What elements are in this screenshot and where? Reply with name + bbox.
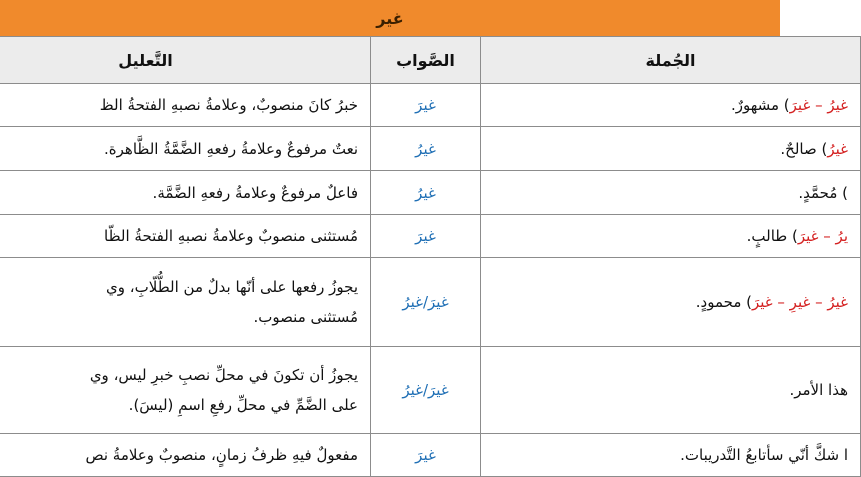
sentence-cell <box>481 258 861 347</box>
reason-cell <box>0 84 371 127</box>
table-row <box>0 215 861 258</box>
sentence-cell <box>481 171 861 215</box>
page-title: غير <box>0 0 780 36</box>
sentence-text: ) مشهورٌ. <box>730 96 790 114</box>
reason-cell <box>0 127 371 171</box>
sentence-cell <box>481 127 861 171</box>
table-row <box>0 127 861 171</box>
reason-cell <box>0 347 371 434</box>
reason-cell <box>0 258 371 347</box>
reason-line: فاعلٌ مرفوعٌ وعلامةُ رفعهِ الضَّمَّة. <box>152 183 358 202</box>
answer-cell: غيرَ <box>371 434 481 477</box>
sentence-text: ) مُحمَّدٍ. <box>798 183 848 202</box>
answer-cell: غيرَ <box>371 84 481 127</box>
header-reason: التَّعليل <box>0 37 371 84</box>
sentence-text: ا شكَّ أنّي سأتابعُ التَّدريبات. <box>680 446 848 464</box>
header-sentence: الجُملة <box>481 37 861 84</box>
answer-cell: غيرَ/غيرُ <box>371 258 481 347</box>
reason-line: يجوزُ رفعها على أنّها بدلٌ من الطُّلّابِ، وي <box>106 278 358 296</box>
reason-line: خبرُ كانَ منصوبٌ، وعلامةُ نصبهِ الفتحةُ الظ <box>99 96 358 114</box>
reason-line: يجوزُ أن تكونَ في محلِّ نصبِ خبرِ ليس، وي <box>89 366 358 384</box>
sentence-text: هذا الأمر. <box>789 381 848 399</box>
sentence-cell <box>481 347 861 434</box>
reason-cell <box>0 171 371 215</box>
sentence-choice: غيرُ – غيرَ <box>789 96 848 114</box>
reason-line: نعتٌ مرفوعٌ وعلامةُ رفعهِ الضَّمَّةُ الظَّاهرة. <box>104 139 358 158</box>
reason-line: على الضَّمِّ في محلِّ رفعِ اسمِ (ليسَ). <box>128 396 358 414</box>
reason-cell <box>0 215 371 258</box>
table-row <box>0 434 861 477</box>
table-row <box>0 258 861 347</box>
table-row <box>0 84 861 127</box>
answer-cell: غيرَ/غيرُ <box>371 347 481 434</box>
header-answer: الصَّواب <box>371 37 481 84</box>
sentence-cell <box>481 434 861 477</box>
table-header-row <box>0 37 861 84</box>
reason-line: مُستثنى منصوب. <box>253 308 358 326</box>
sentence-cell <box>481 215 861 258</box>
reason-line: مُستثنى منصوبٌ وعلامةُ نصبهِ الفتحةُ الظّا <box>104 227 358 245</box>
sentence-text: ) صالحٌ. <box>780 139 828 158</box>
table-row <box>0 347 861 434</box>
table-row <box>0 171 861 215</box>
sentence-choice: يرُ – غيرَ <box>797 227 848 245</box>
reason-line: مفعولٌ فيهِ ظرفُ زمانٍ، منصوبٌ وعلامةُ نص <box>85 446 358 464</box>
sentence-choice: غيرُ <box>827 139 848 158</box>
grammar-table <box>0 36 861 477</box>
answer-cell: غيرُ <box>371 171 481 215</box>
sentence-text: ) محمودٍ. <box>695 293 752 311</box>
reason-cell <box>0 434 371 477</box>
sentence-choice: غيرُ – غيرِ – غيرَ <box>751 293 848 311</box>
sentence-cell <box>481 84 861 127</box>
answer-cell: غيرَ <box>371 215 481 258</box>
answer-cell: غيرُ <box>371 127 481 171</box>
sentence-text: ) طالبٍ. <box>746 227 798 245</box>
